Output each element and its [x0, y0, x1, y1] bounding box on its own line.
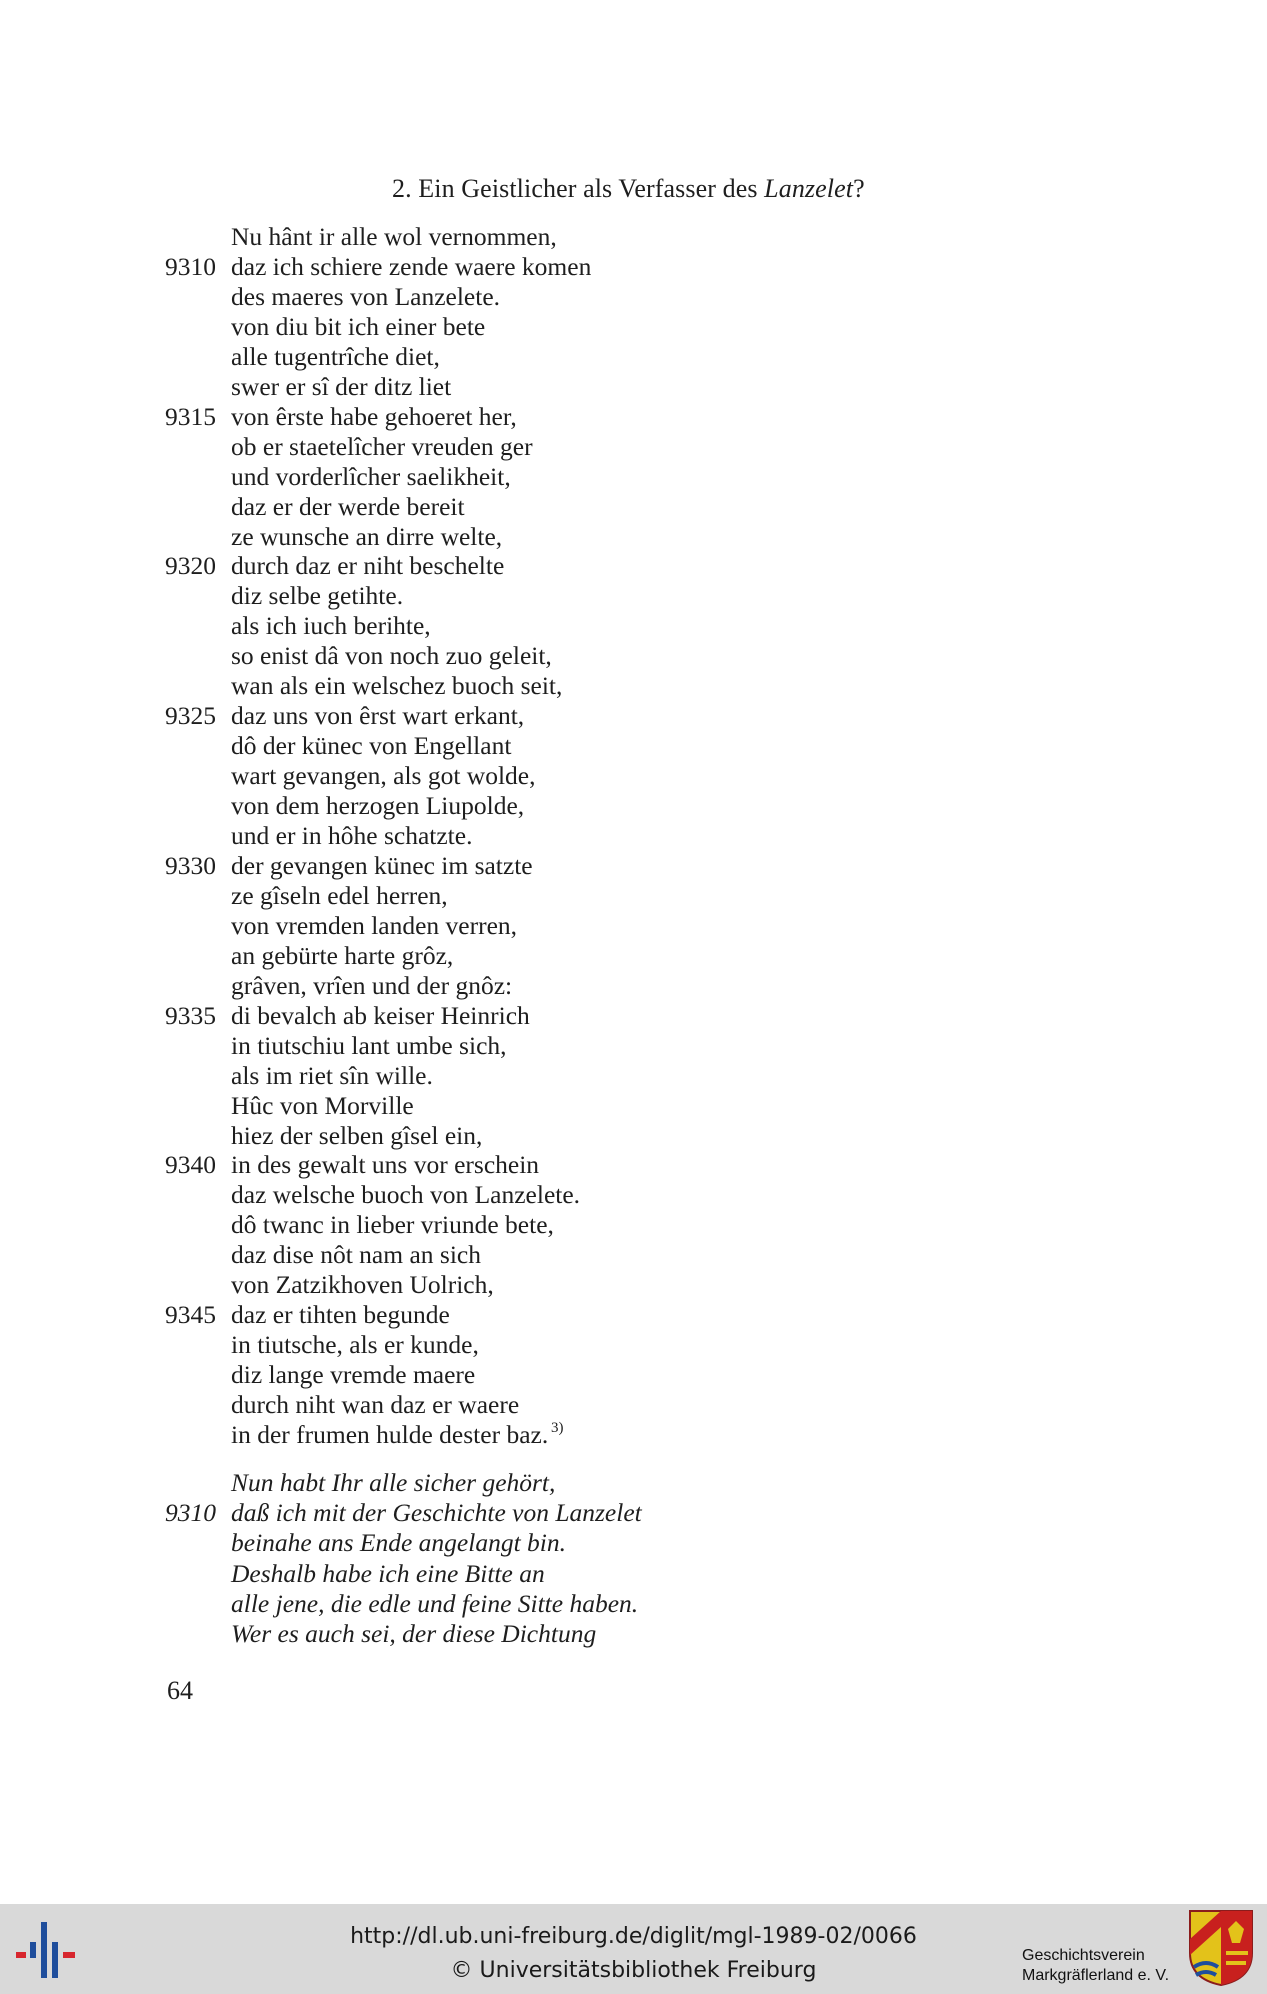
line-text: grâven, vrîen und der gnôz:: [231, 970, 513, 1000]
line-text: daz er der werde bereit: [231, 491, 465, 521]
line-text: in des gewalt uns vor erschein: [231, 1150, 540, 1180]
permalink-url[interactable]: http://dl.ub.uni-freiburg.de/diglit/mgl-1989-02/0066: [350, 1924, 917, 1949]
line-text: hiez der selben gîsel ein,: [231, 1120, 483, 1150]
line-text: und er in hôhe schatzte.: [231, 821, 473, 850]
line-number: 9340: [165, 1150, 216, 1180]
line-text: in der frumen hulde dester baz.: [231, 1420, 549, 1449]
line-text: alle tugentrîche diet,: [231, 341, 440, 371]
line-text: durch daz er niht beschelte: [231, 551, 505, 581]
viewer-footer: [0, 1904, 1267, 1994]
line-text: daz dise nôt nam an sich: [231, 1240, 481, 1270]
line-text: von dem herzogen Liupolde,: [231, 791, 525, 821]
line-text: daz er tihten begunde: [231, 1300, 450, 1330]
line-number: 9345: [165, 1300, 216, 1330]
society-name-line2: Markgräflerland e. V.: [1022, 1967, 1170, 1984]
society-name-line1: Geschichtsverein: [1022, 1947, 1145, 1964]
line-text: ob er staetelîcher vreuden ger: [231, 431, 533, 461]
line-number: 9310: [165, 251, 216, 281]
copyright-text: © Universitätsbibliothek Freiburg: [450, 1958, 817, 1983]
line-number: 9310: [165, 1498, 216, 1528]
running-head-title: Lanzelet: [764, 174, 854, 203]
line-text: von diu bit ich einer bete: [231, 311, 486, 341]
line-text: Nu hânt ir alle wol vernommen,: [231, 222, 557, 251]
line-text: und vorderlîcher saelikheit,: [231, 461, 511, 491]
line-text: ze gîseln edel herren,: [231, 880, 448, 910]
line-text: von vremden landen verren,: [231, 910, 518, 940]
running-head: [392, 174, 865, 204]
line-number: 9335: [165, 1000, 216, 1030]
line-text: der gevangen künec im satzte: [231, 850, 533, 880]
line-text: alle jene, die edle und feine Sitte haben.: [231, 1588, 639, 1618]
line-number: 9320: [165, 551, 216, 581]
line-text: an gebürte harte grôz,: [231, 940, 454, 970]
line-text: dô twanc in lieber vriunde bete,: [231, 1210, 554, 1240]
line-text: wan als ein welschez buoch seit,: [231, 671, 563, 701]
line-text: in tiutsche, als er kunde,: [231, 1330, 479, 1360]
line-text: Wer es auch sei, der diese Dichtung: [231, 1619, 597, 1648]
line-text: des maeres von Lanzelete.: [231, 281, 501, 311]
line-text: als ich iuch berihte,: [231, 611, 431, 641]
line-text: diz lange vremde maere: [231, 1360, 476, 1390]
line-text: daz welsche buoch von Lanzelete.: [231, 1180, 581, 1210]
line-text: von Zatzikhoven Uolrich,: [231, 1270, 494, 1300]
society-name: [1022, 1946, 1169, 1986]
running-head-text: 2. Ein Geistlicher als Verfasser des: [392, 174, 765, 203]
coat-of-arms-icon: [1188, 1909, 1254, 1987]
line-text: so enist dâ von noch zuo geleit,: [231, 641, 552, 671]
line-text: Nun habt Ihr alle sicher gehört,: [231, 1468, 556, 1497]
book-page: 2. Ein Geistlicher als Verfasser des Lanzelet? Nu hânt ir alle wol vernommen, 9310 daz ich schiere zende waere komen des maeres von Lanzelete. von diu bit ich einer bete alle tugentrîche diet, swer er sî der ditz liet 9315 von êrste habe gehoeret her, ob er staetelîcher vreuden ger und vorderlîcher saelikheit, daz er der werde bereit ze wunsche an dirre welte, 9320 durch daz er niht beschelte diz selbe getihte. als ich iuch berihte, so enist dâ von noch zuo geleit, wan als ein welschez buoch seit, 9325 daz uns von êrst wart erkant, dô der künec von Engellant wart gevangen, als got wolde, von dem herzogen Liupolde, und er in hôhe schatzte. 9330 der gevangen künec im satzte ze gîseln edel herren, von vremden landen verren, an gebürte harte grôz, grâven, vrîen und der gnôz: 9335 di bevalch ab keiser Heinrich in tiutschiu lant umbe sich, als im riet sîn wille. Hûc von Morville hiez der selben gîsel ein, 9340 in des gewalt uns vor erschein daz welsche buoch von Lanzelete. dô twanc in lieber vriunde bete, daz dise nôt nam an sich von Zatzikhoven Uolrich, 9345 daz er tihten begunde in tiutsche, als er kunde, diz lange vremde maere durch niht wan daz er waere in der frumen hulde dester baz. 3) Nun habt Ihr alle sicher gehört, 9310 daß ich mit der Geschichte von Lanzelet beinahe ans Ende angelangt bin. Deshalb habe ich eine Bitte an alle jene, die edle und feine Sitte haben. Wer es auch sei, der diese Dichtung 64: [0, 0, 1267, 1904]
line-number: 9315: [165, 401, 216, 431]
line-text: daz ich schiere zende waere komen: [231, 251, 592, 281]
line-text: di bevalch ab keiser Heinrich: [231, 1000, 530, 1030]
line-number: 9325: [165, 701, 216, 731]
line-text: daß ich mit der Geschichte von Lanzelet: [231, 1498, 642, 1528]
line-text: diz selbe getihte.: [231, 581, 404, 611]
line-text: durch niht wan daz er waere: [231, 1390, 520, 1420]
page-number: 64: [167, 1676, 193, 1705]
running-head-end: ?: [853, 174, 865, 203]
line-text: von êrste habe gehoeret her,: [231, 401, 517, 431]
line-text: daz uns von êrst wart erkant,: [231, 701, 525, 731]
line-text: beinahe ans Ende angelangt bin.: [231, 1528, 566, 1558]
line-text: Deshalb habe ich eine Bitte an: [231, 1558, 545, 1588]
line-text: dô der künec von Engellant: [231, 731, 512, 761]
line-number: 9330: [165, 850, 216, 880]
line-text: als im riet sîn wille.: [231, 1060, 433, 1090]
line-text: swer er sî der ditz liet: [231, 371, 452, 401]
line-text: in tiutschiu lant umbe sich,: [231, 1030, 507, 1060]
line-text: Hûc von Morville: [231, 1090, 414, 1120]
line-text: ze wunsche an dirre welte,: [231, 521, 503, 551]
line-text: wart gevangen, als got wolde,: [231, 761, 536, 791]
